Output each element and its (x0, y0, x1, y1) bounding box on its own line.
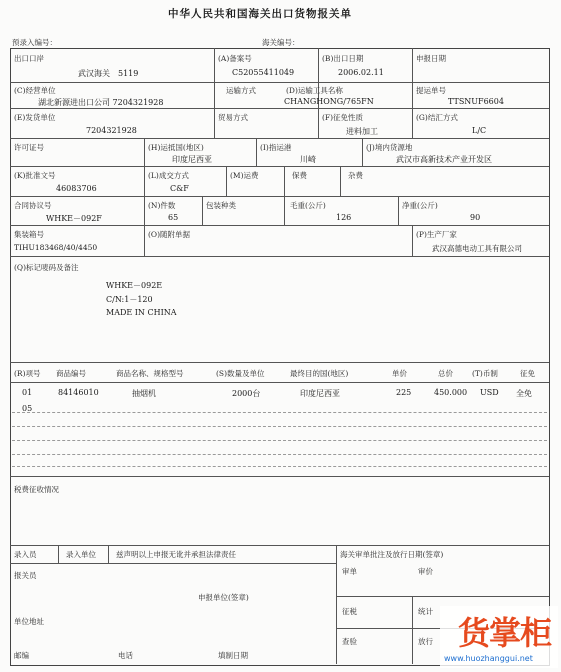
table-row-price: 225 (396, 388, 412, 397)
postcode-label: 邮编 (14, 651, 29, 660)
declare-date-label: 申报日期 (416, 54, 446, 63)
goods-header-price: 单价 (392, 369, 407, 378)
transport-label: 运输方式 (226, 86, 256, 95)
goods-header-dest: 最终目的国(地区) (290, 369, 349, 378)
goods-header-exempt: 征免 (520, 369, 535, 378)
declaration-text: 兹声明以上申报无讹并承担法律责任 (116, 550, 236, 559)
marks-line1: WHKE－092E (106, 281, 163, 290)
table-row-name: 抽烟机 (132, 389, 156, 398)
operator-value: 湖北新源进出口公司 7204321928 (38, 98, 164, 107)
container-value: TIHU183468/40/4450 (14, 243, 98, 252)
goods-header-total: 总价 (438, 369, 453, 378)
source-value: 武汉市高新技术产业开发区 (396, 155, 492, 164)
dest-country-label: (H)运抵国(地区) (148, 143, 204, 152)
table-row-sub-no: 05 (22, 404, 33, 413)
operator-label: (C)经营单位 (14, 86, 56, 95)
docs-label: (O)随附单据 (148, 230, 191, 239)
table-row-code: 84146010 (58, 388, 99, 397)
phone-label: 电话 (118, 651, 133, 660)
table-row-qty: 2000台 (232, 389, 261, 398)
approval-value: 46083706 (56, 184, 97, 193)
vehicle-value: CHANGHONG/765FN (284, 97, 374, 106)
net-label: 净重(公斤) (402, 201, 438, 210)
goods-header-qty: (S)数量及单位 (216, 369, 265, 378)
table-row-exempt: 全免 (516, 389, 532, 398)
form-title: 中华人民共和国海关出口货物报关单 (168, 8, 352, 20)
container-label: 集装箱号 (14, 230, 44, 239)
watermark-url: www.huozhanggui.net (444, 654, 533, 663)
entry-unit-label: 录入单位 (66, 550, 96, 559)
freight-label: (M)运费 (230, 171, 259, 180)
address-label: 单位地址 (14, 617, 44, 626)
table-row-item-no: 01 (22, 388, 33, 397)
pieces-value: 65 (168, 213, 179, 222)
maker-label: (P)生产厂家 (416, 230, 457, 239)
declarant-label: 报关员 (14, 571, 37, 580)
watermark (440, 606, 558, 668)
marks-line3: MADE IN CHINA (106, 308, 177, 317)
pieces-label: (N)件数 (148, 201, 176, 210)
marks-line2: C/N:1－120 (106, 295, 153, 304)
port-label: (I)指运港 (260, 143, 292, 152)
bl-value: TTSNUF6604 (448, 97, 504, 106)
consignor-value: 7204321928 (86, 126, 137, 135)
deal-label: (L)成交方式 (148, 171, 189, 180)
goods-header-name: 商品名称、规格型号 (116, 369, 184, 378)
export-date-value: 2006.02.11 (338, 68, 384, 77)
customs-no: 海关编号： (262, 38, 300, 47)
record-no-value: C52055411049 (232, 68, 295, 77)
port-value: 川崎 (300, 155, 316, 164)
statistics-label: 统计 (418, 607, 433, 616)
misc-label: 杂费 (348, 171, 363, 180)
release-label: 放行 (418, 637, 433, 646)
settle-value: L/C (472, 126, 487, 135)
form-frame (10, 48, 550, 666)
nature-value: 进料加工 (346, 127, 378, 136)
license-label: 许可证号 (14, 143, 44, 152)
source-label: (J)境内货源地 (366, 143, 413, 152)
approval-label: (K)批准文号 (14, 171, 56, 180)
export-date-label: (B)出口日期 (322, 54, 364, 63)
maker-value: 武汉高德电动工具有限公司 (432, 244, 522, 253)
table-row-total: 450.000 (434, 388, 468, 397)
export-port-label: 出口口岸 (14, 54, 44, 63)
trade-label: 贸易方式 (218, 113, 248, 122)
pre-entry-no: 预录入编号： (12, 38, 57, 47)
record-no-label: (A)备案号 (218, 54, 252, 63)
customs-approval-label: 海关审单批注及放行日期(签章) (340, 550, 444, 559)
goods-header-code: 商品编号 (56, 369, 86, 378)
vehicle-label: (D)运输工具名称 (286, 86, 343, 95)
inspect-label: 查验 (342, 637, 357, 646)
tax-label: 税费征收情况 (14, 485, 59, 494)
export-port-value: 武汉海关 5119 (78, 69, 139, 78)
table-row-dest: 印度尼西亚 (300, 389, 340, 398)
declarant-unit-label: 申报单位(签章) (198, 593, 249, 602)
package-label: 包装种类 (206, 201, 236, 210)
net-value: 90 (470, 213, 481, 222)
gross-label: 毛重(公斤) (290, 201, 326, 210)
examine-price-label: 审价 (418, 567, 433, 576)
bl-label: 提运单号 (416, 86, 446, 95)
tax-levy-label: 征税 (342, 607, 357, 616)
consignor-label: (E)发货单位 (14, 113, 56, 122)
insurance-label: 保费 (292, 171, 307, 180)
goods-header-item-no: (R)项号 (14, 369, 41, 378)
nature-label: (F)征免性质 (322, 113, 364, 122)
watermark-brand: 货掌柜 (458, 614, 552, 652)
contract-value: WHKE－092F (46, 214, 102, 223)
goods-header-currency: (T)币制 (472, 369, 498, 378)
contract-label: 合同协议号 (14, 201, 52, 210)
review-label: 审单 (342, 567, 357, 576)
fill-date-label: 填制日期 (218, 651, 248, 660)
table-row-currency: USD (480, 388, 499, 397)
settle-label: (G)结汇方式 (416, 113, 458, 122)
dest-country-value: 印度尼西亚 (172, 155, 212, 164)
deal-value: C&F (170, 184, 189, 193)
gross-value: 126 (336, 213, 352, 222)
marks-label: (Q)标记唛码及备注 (14, 263, 79, 272)
entry-clerk-label: 录入员 (14, 550, 37, 559)
